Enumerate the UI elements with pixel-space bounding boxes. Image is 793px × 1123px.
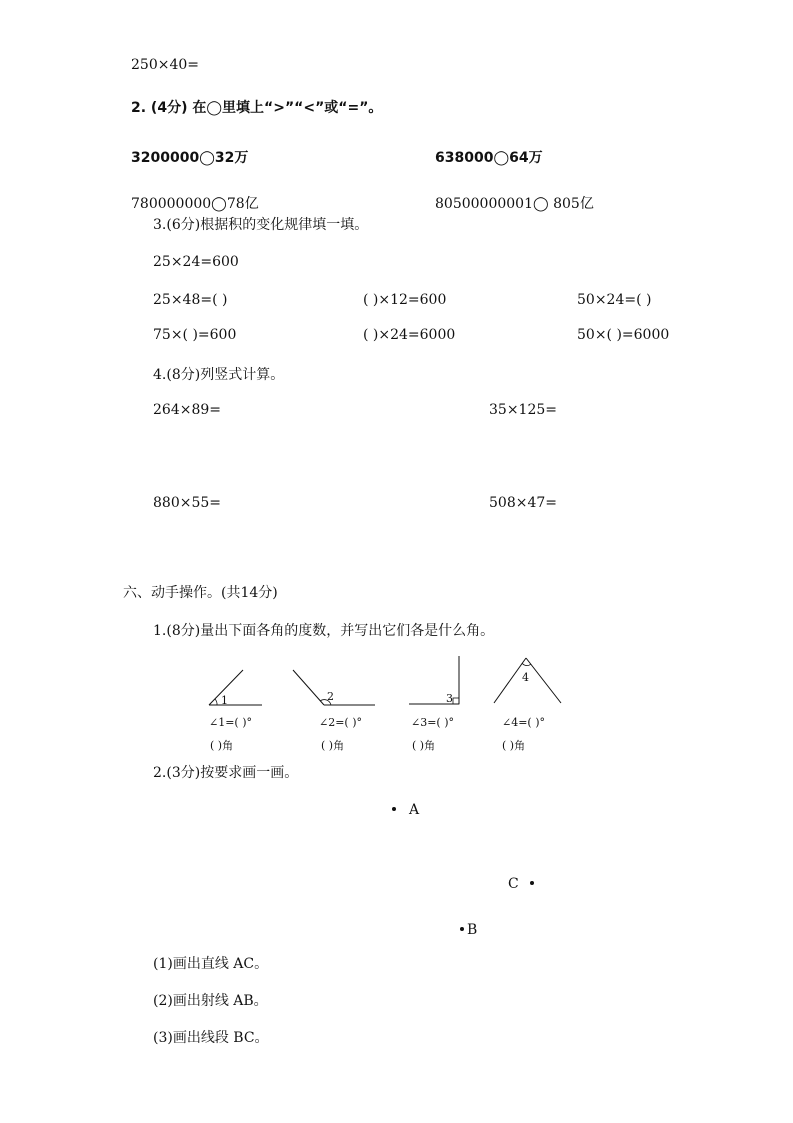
q2-item-1: 3200000◯32万 (131, 150, 249, 166)
expression-250x40: 250×40= (131, 57, 199, 73)
q3-row1-col2: ( )×12=600 (363, 292, 447, 308)
angle-2-figure (290, 668, 380, 708)
q3-row1-col1: 25×48=( ) (153, 292, 228, 308)
q2-title: 2. (4分) 在◯里填上“>”“<”或“=”。 (131, 100, 383, 116)
angle-1-kind: ( )角 (210, 739, 234, 752)
angle-3-kind: ( )角 (412, 739, 436, 752)
point-a-dot (392, 807, 396, 811)
point-c-label: C (508, 876, 519, 892)
q4-title: 4.(8分)列竖式计算。 (153, 367, 285, 383)
task-2: (2)画出射线 AB。 (153, 993, 268, 1009)
point-c-dot (530, 881, 534, 885)
q3-row2-col2: ( )×24=6000 (363, 327, 456, 343)
q4-item-4: 508×47= (489, 495, 557, 511)
angle-1-figure (205, 668, 265, 708)
q2-item-3: 780000000◯78亿 (131, 196, 259, 212)
point-b-dot (460, 927, 464, 931)
q2-item-4: 80500000001◯ 805亿 (435, 196, 594, 212)
q3-given: 25×24=600 (153, 254, 239, 270)
q3-row2-col3: 50×( )=6000 (577, 327, 670, 343)
angle-4-number: 4 (522, 671, 529, 684)
q3-row2-col1: 75×( )=600 (153, 327, 237, 343)
section6-title: 六、动手操作。(共14分) (123, 585, 278, 601)
task-3: (3)画出线段 BC。 (153, 1030, 269, 1046)
angle-3-measure: ∠3=( )° (411, 716, 455, 729)
point-b-label: B (467, 922, 478, 938)
angle-2-number: 2 (327, 690, 334, 703)
angle-3-number: 3 (446, 692, 453, 705)
q3-title: 3.(6分)根据积的变化规律填一填。 (153, 217, 369, 233)
point-a-label: A (409, 802, 420, 818)
q4-item-1: 264×89= (153, 402, 221, 418)
q4-item-2: 35×125= (489, 402, 557, 418)
angle-1-number: 1 (221, 694, 228, 707)
q2-item-2: 638000◯64万 (435, 150, 543, 166)
q4-item-3: 880×55= (153, 495, 221, 511)
s6-q2-title: 2.(3分)按要求画一画。 (153, 765, 299, 781)
q3-row1-col3: 50×24=( ) (577, 292, 652, 308)
task-1: (1)画出直线 AC。 (153, 956, 269, 972)
s6-q1-title: 1.(8分)量出下面各角的度数，并写出它们各是什么角。 (153, 623, 495, 639)
angle-1-measure: ∠1=( )° (209, 716, 253, 729)
angle-2-kind: ( )角 (321, 739, 345, 752)
angle-4-kind: ( )角 (502, 739, 526, 752)
angle-4-measure: ∠4=( )° (502, 716, 546, 729)
angle-2-measure: ∠2=( )° (319, 716, 363, 729)
angle-3-figure (405, 655, 465, 707)
